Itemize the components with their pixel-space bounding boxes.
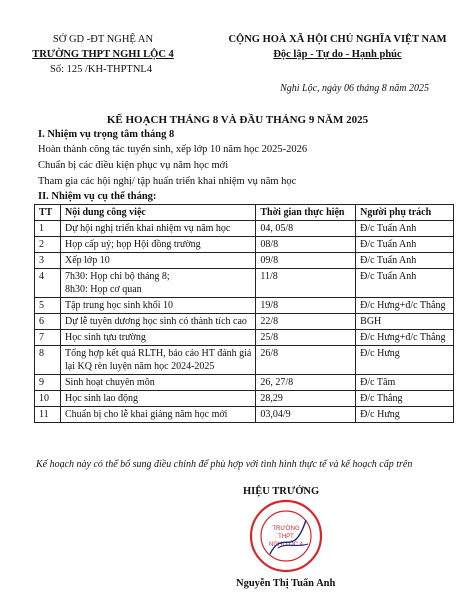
header-time: Thời gian thực hiện <box>256 205 356 221</box>
table-header-row <box>35 205 454 221</box>
cell-time: 03,04/9 <box>256 407 356 423</box>
document-number: Số: 125 /KH-THPTNL4 <box>50 64 153 75</box>
table-row <box>35 330 454 346</box>
issuing-organization <box>8 32 198 77</box>
cell-responsible: BGH <box>356 314 454 330</box>
cell-responsible: Đ/c Hưng <box>356 407 454 423</box>
cell-tt: 3 <box>35 253 61 269</box>
table-row <box>35 253 454 269</box>
cell-content: Học sinh lao động <box>60 391 255 407</box>
table-row <box>35 407 454 423</box>
cell-tt: 4 <box>35 269 61 298</box>
cell-tt: 2 <box>35 237 61 253</box>
cell-tt: 7 <box>35 330 61 346</box>
cell-time: 11/8 <box>256 269 356 298</box>
cell-content: Chuẩn bị cho lễ khai giảng năm học mới <box>60 407 255 423</box>
header-tt: TT <box>35 205 61 221</box>
cell-tt: 11 <box>35 407 61 423</box>
cell-responsible: Đ/c Tuấn Anh <box>356 237 454 253</box>
cell-responsible: Đ/c Hưng <box>356 346 454 375</box>
section2-heading: II. Nhiệm vụ cụ thể tháng: <box>38 191 157 202</box>
national-header <box>205 32 470 62</box>
table-row <box>35 314 454 330</box>
cell-tt: 1 <box>35 221 61 237</box>
cell-time: 19/8 <box>256 298 356 314</box>
cell-content: Sinh hoạt chuyên môn <box>60 375 255 391</box>
table-row <box>35 298 454 314</box>
cell-time: 25/8 <box>256 330 356 346</box>
cell-tt: 6 <box>35 314 61 330</box>
cell-time: 22/8 <box>256 314 356 330</box>
cell-content: Tổng hợp kết quả RLTH, báo cáo HT đánh giá lại KQ rèn luyện năm học 2024-2025 <box>60 346 255 375</box>
cell-tt: 9 <box>35 375 61 391</box>
section1-item: Hoàn thành công tác tuyển sinh, xếp lớp 10 năm học 2025-2026 <box>38 144 308 155</box>
date-line: Nghi Lộc, ngày 06 tháng 8 năm 2025 <box>280 83 429 94</box>
cell-content: Xếp lớp 10 <box>60 253 255 269</box>
official-seal <box>248 498 324 574</box>
table-row <box>35 346 454 375</box>
header-responsible: Người phụ trách <box>356 205 454 221</box>
table-row <box>35 269 454 298</box>
cell-content: Dự hội nghị triển khai nhiệm vụ năm học <box>60 221 255 237</box>
signer-title: HIỆU TRƯỞNG <box>243 486 320 497</box>
section1-heading: I. Nhiệm vụ trọng tâm tháng 8 <box>38 129 175 140</box>
table-row <box>35 221 454 237</box>
cell-content: Họp cấp uỷ; họp Hội đồng trường <box>60 237 255 253</box>
header-content: Nội dung công việc <box>60 205 255 221</box>
table-row <box>35 375 454 391</box>
signer-name: Nguyễn Thị Tuấn Anh <box>236 578 336 589</box>
org-school: TRƯỜNG THPT NGHI LỘC 4 <box>32 49 174 60</box>
svg-text:THPT: THPT <box>278 534 294 540</box>
cell-tt: 5 <box>35 298 61 314</box>
cell-responsible: Đ/c Tuấn Anh <box>356 269 454 298</box>
cell-content: Tập trung học sinh khối 10 <box>60 298 255 314</box>
table-row <box>35 391 454 407</box>
task-rows <box>35 221 454 423</box>
cell-content: 7h30: Họp chi bộ tháng 8; 8h30: Họp cơ quan <box>60 269 255 298</box>
svg-text:NGHI LỘC 4: NGHI LỘC 4 <box>268 542 304 548</box>
cell-time: 08/8 <box>256 237 356 253</box>
national-motto: Độc lập - Tự do - Hạnh phúc <box>273 49 402 60</box>
table-row <box>35 237 454 253</box>
national-title: CỘNG HOÀ XÃ HỘI CHỦ NGHĨA VIỆT NAM <box>228 34 447 45</box>
section1-item: Chuẩn bị các điều kiện phục vụ năm học mới <box>38 160 229 171</box>
cell-content: Học sinh tựu trường <box>60 330 255 346</box>
org-parent: SỞ GD -ĐT NGHỆ AN <box>52 34 154 45</box>
cell-time: 09/8 <box>256 253 356 269</box>
footnote: Kế hoạch này có thể bổ sung điều chỉnh để phù hợp với tình hình thực tế và kế hoạch cấp trên <box>36 459 413 470</box>
cell-time: 26/8 <box>256 346 356 375</box>
cell-tt: 8 <box>35 346 61 375</box>
section1-item: Tham gia các hội nghị/ tập huấn triển khai nhiệm vụ năm học <box>38 176 297 187</box>
task-table <box>34 204 454 423</box>
document-title: KẾ HOẠCH THÁNG 8 VÀ ĐẦU THÁNG 9 NĂM 2025 <box>106 114 369 126</box>
cell-content: Dự lễ tuyên dương học sinh có thành tích cao <box>60 314 255 330</box>
cell-responsible: Đ/c Hưng+đ/c Thắng <box>356 298 454 314</box>
cell-responsible: Đ/c Tuấn Anh <box>356 253 454 269</box>
cell-time: 04, 05/8 <box>256 221 356 237</box>
cell-tt: 10 <box>35 391 61 407</box>
cell-responsible: Đ/c Tâm <box>356 375 454 391</box>
cell-time: 28,29 <box>256 391 356 407</box>
svg-text:TRƯỜNG: TRƯỜNG <box>272 526 300 532</box>
cell-time: 26, 27/8 <box>256 375 356 391</box>
cell-responsible: Đ/c Thắng <box>356 391 454 407</box>
cell-responsible: Đ/c Hưng+đ/c Thắng <box>356 330 454 346</box>
cell-responsible: Đ/c Tuấn Anh <box>356 221 454 237</box>
